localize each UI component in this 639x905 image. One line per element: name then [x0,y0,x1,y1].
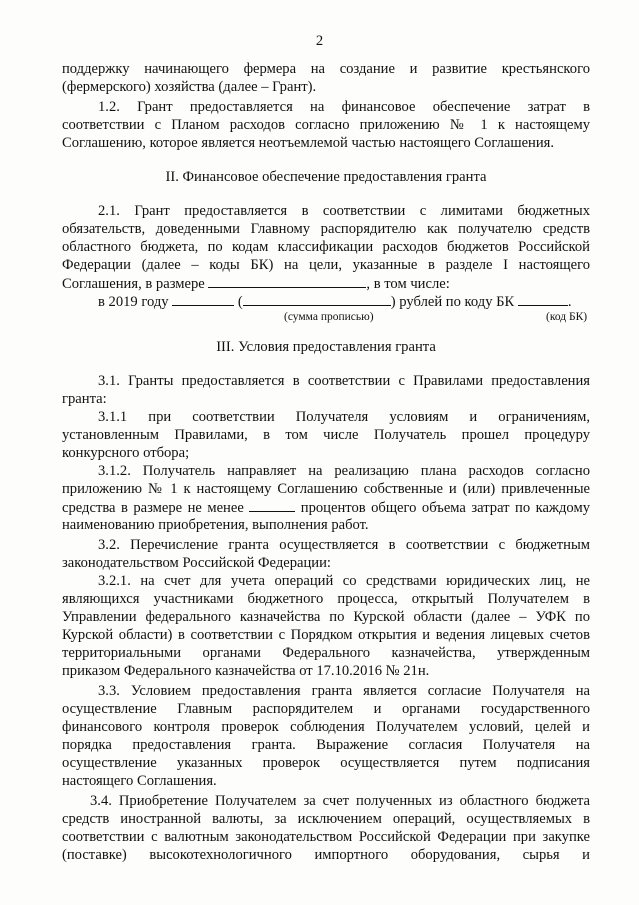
section-heading: II. Финансовое обеспечение предоставления гранта [165,169,487,185]
text-line: 3.2. Перечисление гранта осуществляется в соответствии с бюджетным [98,537,590,553]
percent-blank [249,498,295,512]
text-fragment: , в том числе: [366,276,450,292]
text-line: Управлении федерального казначейства по Курской области (далее – УФК по [62,609,590,625]
bk-code-blank [518,292,568,306]
text-line: 1.2. Грант предоставляется на финансовое обеспечение затрат в [98,99,590,115]
sum-words-blank [243,292,391,306]
text-line: 3.3. Условием предоставления гранта является согласие Получателя на [98,683,590,699]
text-line: 2.1. Грант предоставляется в соответствии с лимитами бюджетных [98,203,590,219]
text-line: областного бюджета, по кодам классификации расходов бюджетов Российской [62,239,590,255]
text-line: настоящего Соглашения. [62,773,217,789]
text-line: 3.1.1 при соответствии Получателя условиям и ограничениям, [98,409,590,425]
text-line: обязательств, доведенными Главному распорядителю как получателю средств [62,221,590,237]
text-line [62,274,590,292]
text-line: установленным Правилами, в том числе Получатель прошел процедуру [62,427,590,443]
text-line: соответствии с Планом расходов согласно приложению № 1 к настоящему [62,117,590,133]
text-fragment: средства в размере не менее [62,500,244,516]
text-fragment: ) рублей по коду БК [390,294,515,310]
page-number: 2 [315,33,324,49]
caption-sum-in-words: (сумма прописью) [284,311,374,323]
text-line: поддержку начинающего фермера на создание и развитие крестьянского [62,61,590,77]
text-line: Курской области) в соответствии с Порядком открытия и ведения лицевых счетов [62,627,590,643]
text-line: соответствии с валютным законодательством Российской Федерации при закупке [62,829,590,845]
section-heading: III. Условия предоставления гранта [216,339,436,355]
text-fragment: . [567,294,572,310]
text-line: приказом Федерального казначейства от 17.10.2016 № 21н. [62,663,430,679]
text-line: 3.1.2. Получатель направляет на реализацию плана расходов согласно [98,463,590,479]
caption-bk-code: (код БК) [546,311,588,323]
text-line: 3.1. Гранты предоставляется в соответствии с Правилами предоставления [98,373,590,389]
text-line: законодательством Российской Федерации: [62,555,331,571]
text-fragment: в 2019 году [98,294,169,310]
text-line: финансового контроля проверок соблюдения Получателем условий, целей и [62,719,590,735]
text-line: средств иностранной валюты, за исключением операций, осуществляемых в [62,811,590,827]
sum-blank [172,292,234,306]
text-line: приложению № 1 к настоящему Соглашению собственные и (или) привлеченные [62,481,590,497]
text-line: осуществление Главным распорядителем и органами государственного [62,701,590,717]
text-line: территориальными органами Федерального казначейства, утвержденным [62,645,590,661]
amount-blank [208,274,366,288]
text-line: 3.2.1. на счет для учета операций со средствами юридических лиц, не [98,573,590,589]
text-line: наименованию приобретения, выполнения работ. [62,517,369,533]
text-line: конкурсного отбора; [62,445,190,461]
text-line: гранта: [62,391,107,407]
text-line: Федерации (далее – коды БК) на цели, указанные в разделе I настоящего [62,257,590,273]
text-line: порядка предоставления гранта. Выражение согласия Получателя на [62,737,590,753]
text-line: (фермерского) хозяйства (далее – Грант). [62,79,317,95]
text-fragment: Соглашения, в размере [62,276,205,292]
text-line: Соглашению, которое является неотъемлемой частью настоящего Соглашения. [62,135,555,151]
text-line [62,292,590,310]
text-line: 3.4. Приобретение Получателем за счет полученных из областного бюджета [90,793,590,809]
text-fragment: ( [237,294,243,310]
text-line: (поставке) высокотехнологичного импортного оборудования, сырья и [62,847,590,863]
text-line [62,498,590,516]
text-line: являющихся участниками бюджетного процесса, открытый Получателем в [62,591,590,607]
text-fragment: процентов общего объема затрат по каждому [300,500,590,516]
text-line: осуществление указанных проверок осуществляется путем подписания [62,755,590,771]
